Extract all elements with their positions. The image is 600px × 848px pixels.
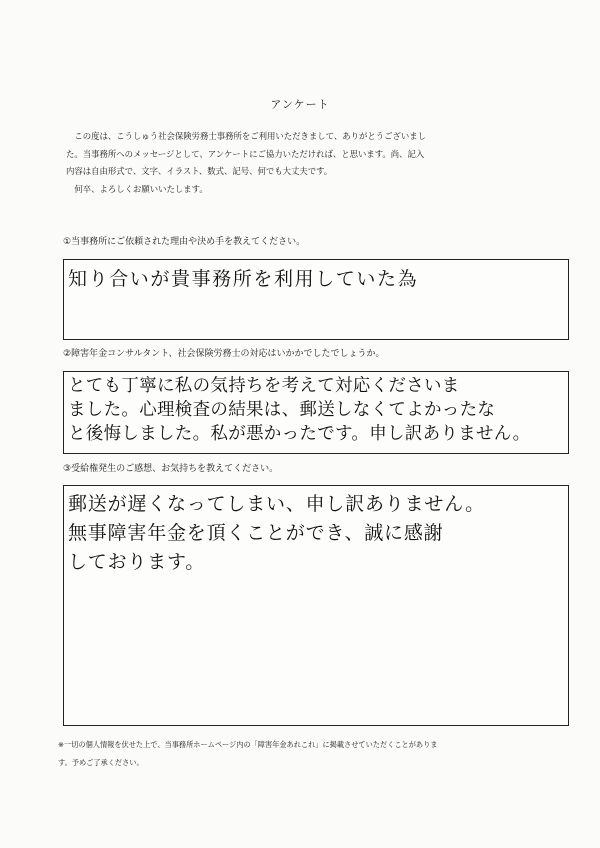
intro-line: 内容は自由形式で、文字、イラスト、数式、記号、何でも大丈夫です。: [66, 166, 333, 176]
question-2-label: ②障害年金コンサルタント、社会保険労務士の対応はいかかでしたでしょうか。: [63, 349, 385, 359]
question-1-label: ①当事務所にご依頼された理由や決め手を教えてください。: [63, 237, 306, 247]
footnote: [58, 736, 538, 772]
handwritten-line: ました。心理検査の結果は、郵送しなくてよかったな: [68, 400, 496, 420]
answer-box-2: [63, 371, 569, 454]
intro-line: 何卒、よろしくお願いいたします。: [66, 183, 208, 194]
answer-1-handwriting: [68, 264, 418, 291]
handwritten-line: と後悔しました。私が悪かったです。申し訳ありません。: [68, 424, 531, 444]
question-3-label: ③受給権発生のご感想、お気持ちを教えてください。: [63, 464, 279, 474]
handwritten-line: とても丁寧に私の気持ちを考えて対応くださいま: [68, 376, 460, 396]
intro-line: この度は、こうしゅう社会保険労務士事務所をご利用いただきまして、ありがとうございまし: [66, 131, 426, 141]
intro-text: [66, 128, 536, 198]
footnote-line: す。予めご了承ください。: [58, 758, 144, 767]
handwritten-line: しております。: [68, 551, 206, 573]
handwritten-line: 郵送が遅くなってしまい、申し訳ありません。: [68, 493, 485, 515]
footnote-line: ※一切の個人情報を伏せた上で、当事務所ホームページ内の「障害年金あれこれ」に掲載させていただくことがありま: [58, 740, 438, 749]
handwritten-line: 知り合いが貴事務所を利用していた為: [68, 268, 419, 290]
answer-box-3: [63, 485, 569, 726]
intro-line: た。当事務所へのメッセージとして、アンケートにご協力いただければ、と思います。尚、記入: [66, 148, 425, 159]
handwritten-line: 無事障害年金を頂くことができ、誠に感謝: [68, 522, 444, 544]
answer-3-handwriting: [68, 490, 485, 577]
answer-2-handwriting: [68, 374, 530, 446]
page-title: アンケート: [270, 98, 330, 111]
answer-box-1: [63, 259, 569, 340]
